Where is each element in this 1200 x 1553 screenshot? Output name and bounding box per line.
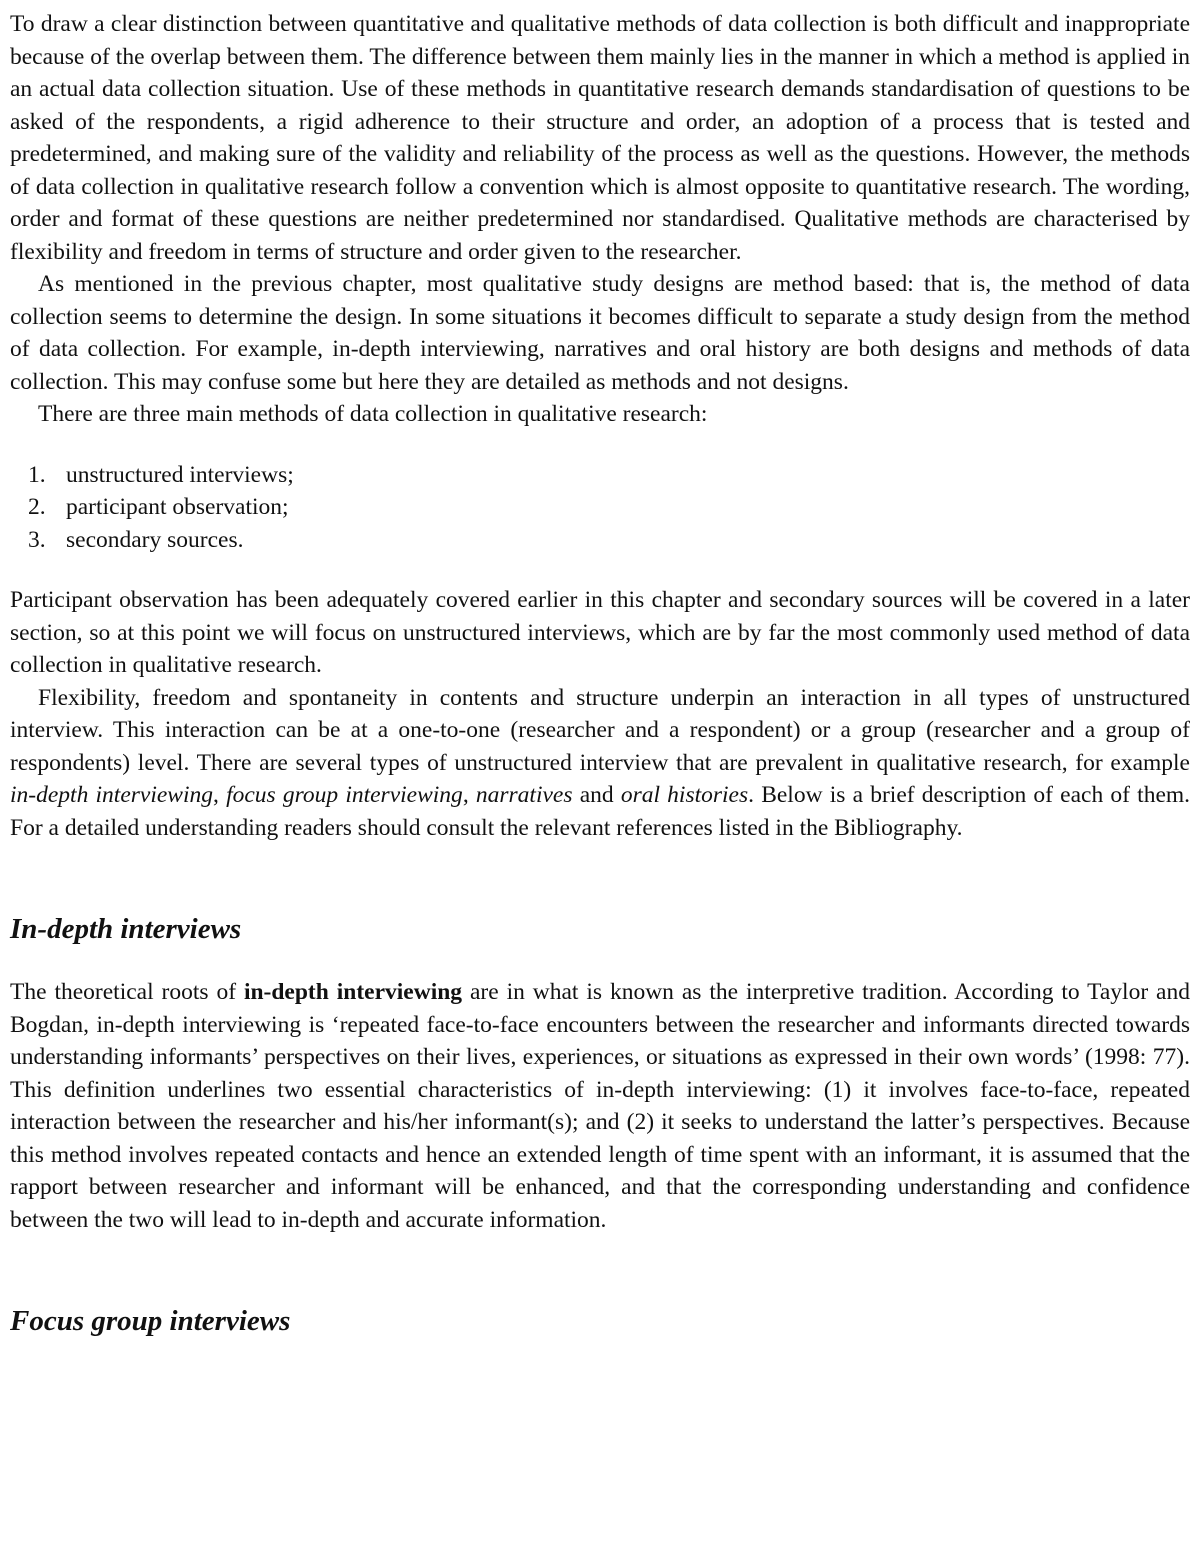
italic-term-oral-histories: oral histories xyxy=(620,782,749,808)
paragraph-quant-qual-distinction: To draw a clear distinction between quantitative and qualitative methods of data collection is both difficult and inappropriate because of the overlap between them. The difference between them mainly lies in the manner in which a method is applied in an actual data collection situation. Use of these methods in quantitative research demands standardisation of questions to be asked of the respondents, a rigid adherence to their structure and order, an adoption of a process that is tested and predetermined, and making sure of the validity and reliability of the process as well as the questions. However, the methods of data collection in qualitative research follow a convention which is almost opposite to quantitative research. The wording, order and format of these questions are neither predetermined nor standardised. Qualitative methods are characterised by flexibility and freedom in terms of structure and order given to the researcher. xyxy=(10,11,1190,265)
text-run: and xyxy=(572,782,621,808)
italic-term-narratives: narratives xyxy=(475,782,573,808)
list-item-text: unstructured interviews; xyxy=(66,461,294,488)
list-item-text: secondary sources. xyxy=(66,526,244,553)
paragraph-in-depth-definition xyxy=(10,976,1190,1236)
list-item-text: participant observation; xyxy=(66,494,289,520)
italic-term-focus-group: focus group interviewing xyxy=(226,782,463,808)
methods-list xyxy=(10,459,1190,557)
list-item-number: 2. xyxy=(28,494,46,520)
text-run: are in what is known as the interpretive tradition. According to Taylor and Bogdan, in-depth interviewing is ‘repeated face-to-face encounters between the researcher and informants directed towards understanding informants’ perspectives on their lives, experiences, or situations as expressed in their own words’ (1998: 77). This definition underlines two essential characteristics of in-depth interviewing: (1) it involves face-to-face, repeated interaction between the researcher and his/her informant(s); and (2) it seeks to understand the latter’s perspectives. Because this method involves repeated contacts and hence an extended length of time spent with an informant, it is assumed that the rapport between researcher and informant will be enhanced, and that the corresponding understanding and confidence between the two will lead to in-depth and accurate information. xyxy=(10,979,1190,1233)
heading-focus-group-interviews: Focus group interviews xyxy=(10,1305,291,1337)
list-item-number: 3. xyxy=(28,526,46,553)
list-item xyxy=(10,524,1190,557)
heading-in-depth-interviews: In-depth interviews xyxy=(10,913,242,945)
document-page xyxy=(10,8,1190,1339)
text-run: , xyxy=(462,782,476,808)
italic-term-in-depth: in-depth interviewing xyxy=(10,782,213,808)
bold-term-in-depth-interviewing: in-depth interviewing xyxy=(243,979,463,1005)
text-run: . Below is a brief description of each of them. For a detailed understanding readers should consult the relevant references listed in the Bibliography. xyxy=(10,782,1191,841)
paragraph-method-based-designs: As mentioned in the previous chapter, most qualitative study designs are method based: that is, the method of data collection seems to determine the design. In some situations it becomes difficult to separate a study design from the method of data collection. For example, in-depth interviewing, narratives and oral history are both designs and methods of data collection. This may confuse some but here they are detailed as methods and not designs. xyxy=(10,271,1190,395)
list-item xyxy=(10,459,1190,492)
paragraph-three-methods-intro: There are three main methods of data collection in qualitative research: xyxy=(38,401,708,427)
text-run: Flexibility, freedom and spontaneity in contents and structure underpin an interaction in all types of unstructured interview. This interaction can be at a one-to-one (researcher and a respondent) or a group (researcher and a group of respondents) level. There are several types of unstructured interview that are prevalent in qualitative research, for example xyxy=(10,684,1190,776)
paragraph-participant-observation: Participant observation has been adequately covered earlier in this chapter and secondary sources will be covered in a later section, so at this point we will focus on unstructured interviews, which are by far the most commonly used method of data collection in qualitative research. xyxy=(10,587,1190,678)
list-item-number: 1. xyxy=(28,461,46,488)
list-item xyxy=(10,491,1190,524)
text-run: , xyxy=(212,782,227,808)
paragraph-unstructured-interview-types xyxy=(10,682,1190,845)
text-run: The theoretical roots of xyxy=(10,979,244,1005)
